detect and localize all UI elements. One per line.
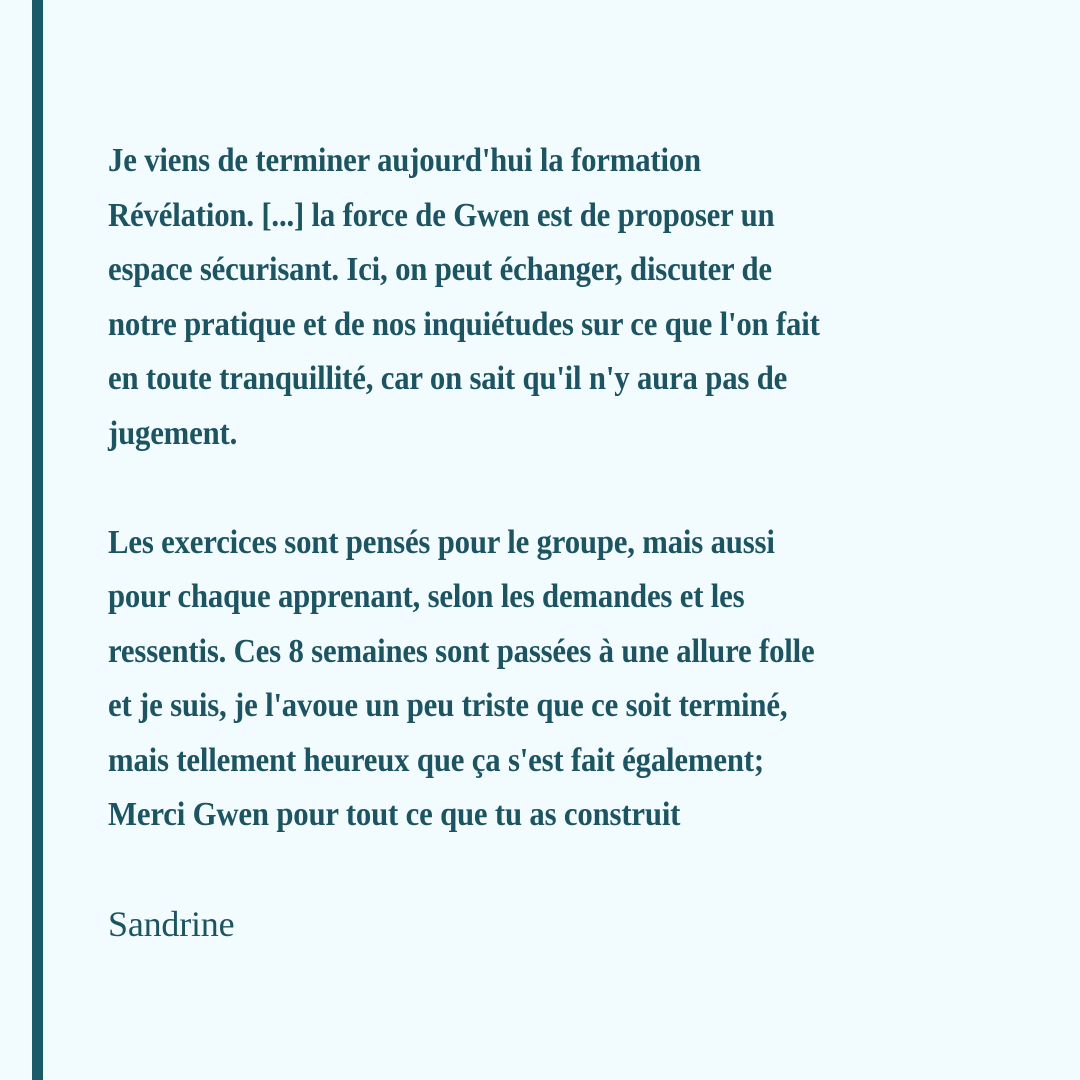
testimonial-line: et je suis, je l'avoue un peu triste que ce soit terminé, xyxy=(108,687,788,724)
testimonial-line: Révélation. [...] la force de Gwen est de proposer un xyxy=(108,196,775,234)
testimonial xyxy=(108,134,1008,952)
author-name: Sandrine xyxy=(108,904,235,944)
paragraph-spacer xyxy=(108,461,1008,516)
testimonial-line: pour chaque apprenant, selon les demandes et les xyxy=(108,578,745,615)
testimonial-paragraph-1 xyxy=(108,134,1008,461)
testimonial-line: Je viens de terminer aujourd'hui la formation xyxy=(108,142,701,179)
testimonial-line: espace sécurisant. Ici, on peut échanger, discuter de xyxy=(108,251,772,288)
testimonial-line: jugement. xyxy=(108,414,238,452)
testimonial-line: notre pratique et de nos inquiétudes sur ce que l'on fait xyxy=(108,305,820,343)
testimonial-line: mais tellement heureux que ça s'est fait également; xyxy=(108,741,764,779)
testimonial-line: ressentis. Ces 8 semaines sont passées à une allure folle xyxy=(108,632,815,670)
testimonial-line: Les exercices sont pensés pour le groupe, mais aussi xyxy=(108,523,775,561)
paragraph-spacer xyxy=(108,843,1008,898)
testimonial-line: en toute tranquillité, car on sait qu'il n'y aura pas de xyxy=(108,360,788,397)
accent-bar xyxy=(32,0,43,1080)
testimonial-line: Merci Gwen pour tout ce que tu as construit xyxy=(108,796,681,833)
testimonial-paragraph-2 xyxy=(108,516,1008,843)
